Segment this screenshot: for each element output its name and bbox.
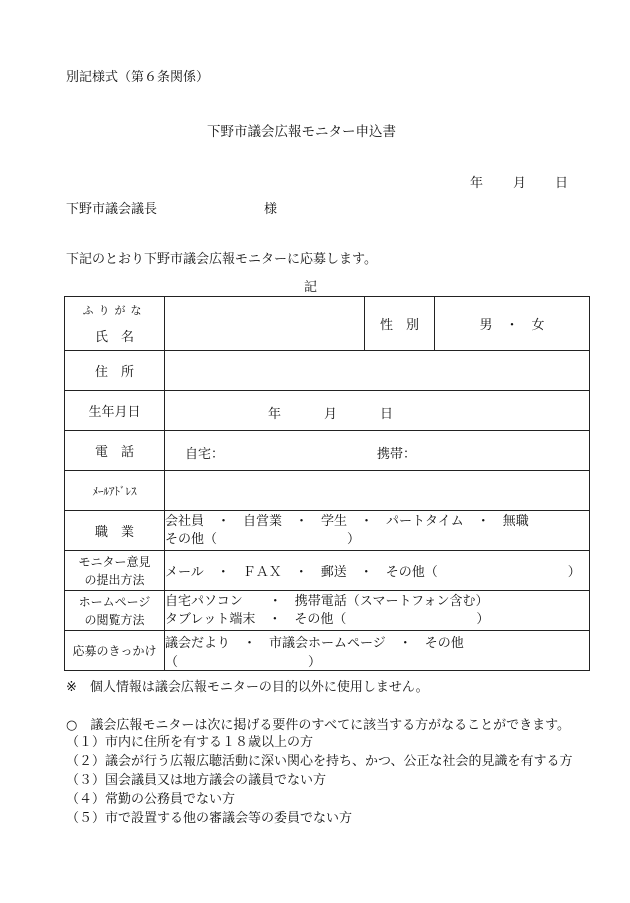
addressee-honorific: 様 (264, 202, 278, 217)
birthdate-label: 生年月日 (65, 391, 165, 431)
application-form-table (64, 296, 590, 671)
occupation-line-2: その他（ ） (165, 531, 361, 547)
row-occupation (65, 511, 590, 551)
address-field[interactable] (165, 351, 590, 391)
homepage-label-line-2: の閲覧方法 (84, 612, 145, 627)
row-homepage (65, 591, 590, 631)
homepage-label (65, 591, 165, 631)
requirement-item: （５）市で設置する他の審議会等の委員でない方 (66, 811, 353, 826)
date-month: 月 (513, 176, 527, 191)
phone-field[interactable] (165, 431, 590, 471)
gender-options[interactable]: 男 ・ 女 (435, 297, 590, 351)
phone-label: 電 話 (65, 431, 165, 471)
gender-label: 性 別 (365, 297, 435, 351)
requirements-intro: ○ 議会広報モニターは次に掲げる要件のすべてに該当する方がなることができます。 (66, 718, 571, 733)
email-field[interactable] (165, 471, 590, 511)
form-title: 下野市議会広報モニター申込書 (207, 124, 396, 140)
occupation-label: 職 業 (65, 511, 165, 551)
row-submission (65, 551, 590, 591)
row-email (65, 471, 590, 511)
homepage-label-line-1: ホームページ (78, 594, 151, 609)
birth-year: 年 (268, 407, 282, 422)
occupation-line-1: 会社員 ・ 自営業 ・ 学生 ・ パートタイム ・ 無職 (165, 513, 529, 529)
birth-month: 月 (324, 407, 338, 422)
row-name (65, 297, 590, 351)
intro-text: 下記のとおり下野市議会広報モニターに応募します。 (66, 252, 377, 267)
homepage-line-2: タブレット端末 ・ その他（ ） (165, 611, 490, 627)
birthdate-field[interactable] (165, 391, 590, 431)
requirement-item: （３）国会議員又は地方議会の議員でない方 (66, 773, 327, 788)
requirement-item: （１）市内に住所を有する１８歳以上の方 (66, 735, 314, 750)
addressee: 下野市議会議長 (66, 202, 158, 217)
occupation-options[interactable] (165, 511, 590, 551)
submission-label-line-2: の提出方法 (84, 572, 145, 587)
row-birthdate (65, 391, 590, 431)
submission-label-line-1: モニター意見 (78, 554, 151, 569)
furigana-label: ふりがな (82, 304, 147, 317)
trigger-label: 応募のきっかけ (65, 631, 165, 671)
row-address (65, 351, 590, 391)
date-day: 日 (555, 176, 569, 191)
email-label: ﾒｰﾙｱﾄﾞﾚｽ (65, 471, 165, 511)
ki-label: 記 (304, 280, 318, 295)
requirement-item: （２）議会が行う広報広聴活動に深い関心を持ち、かつ、公正な社会的見識を有する方 (66, 754, 573, 769)
style-reference: 別記様式（第６条関係） (66, 70, 210, 85)
phone-mobile-label: 携帯： (377, 447, 417, 462)
phone-home-label: 自宅： (185, 447, 225, 462)
privacy-note: ※ 個人情報は議会広報モニターの目的以外に使用しません。 (66, 680, 429, 695)
submission-options[interactable]: メール ・ ＦＡＸ ・ 郵送 ・ その他（ ） (165, 551, 590, 591)
address-label: 住 所 (65, 351, 165, 391)
submission-label (65, 551, 165, 591)
requirements-list (66, 733, 572, 828)
name-label: 氏 名 (94, 330, 134, 345)
birth-day: 日 (380, 407, 394, 422)
homepage-options[interactable] (165, 591, 590, 631)
name-label-cell (65, 297, 165, 351)
row-phone (65, 431, 590, 471)
date-year: 年 (470, 176, 484, 191)
row-trigger (65, 631, 590, 671)
homepage-line-1: 自宅パソコン ・ 携帯電話（スマートフォン含む） (165, 593, 489, 609)
trigger-options[interactable]: 議会だより ・ 市議会ホームページ ・ その他（ ） (165, 631, 590, 671)
name-field[interactable] (165, 297, 365, 351)
requirement-item: （４）常勤の公務員でない方 (66, 792, 236, 807)
